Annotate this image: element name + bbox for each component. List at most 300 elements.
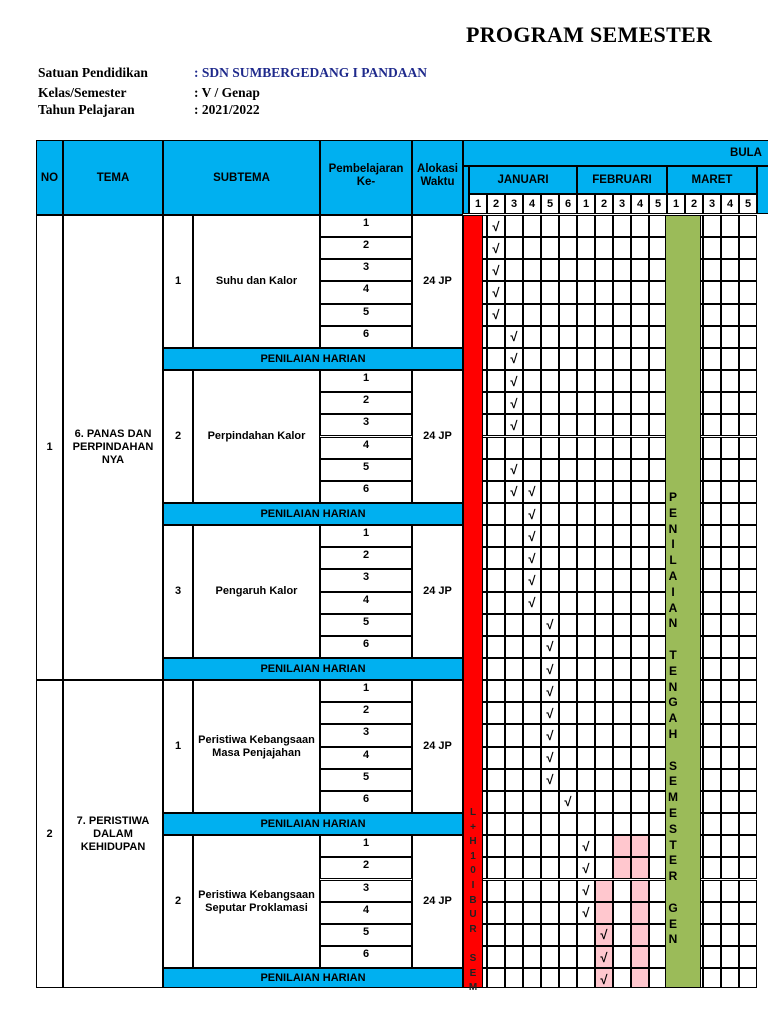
week-cell	[631, 503, 649, 525]
week-cell	[559, 392, 577, 414]
week-cell	[541, 237, 559, 259]
week-cell	[631, 946, 649, 968]
week-cell	[595, 702, 613, 724]
week-cell	[739, 658, 757, 680]
week-cell	[613, 259, 631, 281]
week-cell	[739, 259, 757, 281]
week-cell	[505, 547, 523, 569]
week-cell	[613, 902, 631, 924]
week-cell	[631, 968, 649, 988]
week-cell	[523, 348, 541, 370]
week-cell	[721, 414, 739, 436]
week-cell	[595, 481, 613, 503]
week-cell	[523, 902, 541, 924]
week-cell	[595, 680, 613, 702]
week-cell	[487, 769, 505, 791]
week-cell	[613, 215, 631, 237]
week-cell	[703, 880, 721, 902]
week-cell	[523, 724, 541, 746]
header-week-1-6: 6	[559, 194, 577, 214]
week-cell	[703, 747, 721, 769]
midterm-letter: N	[668, 616, 678, 631]
week-cell	[613, 370, 631, 392]
week-cell	[523, 747, 541, 769]
check-mark: √	[546, 728, 554, 743]
week-cell	[577, 348, 595, 370]
week-cell	[577, 813, 595, 835]
midterm-letter: I	[671, 584, 675, 599]
week-cell	[739, 791, 757, 813]
week-cell	[613, 680, 631, 702]
week-cell	[523, 680, 541, 702]
lesson-number: 4	[320, 437, 412, 459]
week-cell	[613, 835, 631, 857]
midterm-letter: N	[668, 521, 678, 536]
subtheme-no-1: 1	[163, 215, 193, 348]
check-mark: √	[528, 528, 536, 544]
lesson-number: 2	[320, 702, 412, 724]
week-cell	[631, 636, 649, 658]
week-cell	[559, 215, 577, 237]
week-cell	[595, 747, 613, 769]
week-cell	[613, 791, 631, 813]
week-cell	[595, 658, 613, 680]
week-cell	[577, 481, 595, 503]
week-cell	[613, 880, 631, 902]
week-cell	[595, 370, 613, 392]
check-mark: √	[510, 329, 518, 345]
week-cell	[703, 547, 721, 569]
holiday-letter: U	[469, 909, 477, 921]
week-cell	[505, 569, 523, 591]
week-cell	[739, 636, 757, 658]
week-cell	[721, 459, 739, 481]
week-cell	[505, 525, 523, 547]
check-mark: √	[546, 617, 554, 633]
check-mark: √	[546, 683, 554, 699]
week-cell	[505, 769, 523, 791]
week-cell	[505, 680, 523, 702]
subtheme-name-5: Peristiwa Kebangsaan Seputar Proklamasi	[193, 835, 320, 968]
week-cell	[631, 857, 649, 879]
week-cell	[487, 968, 505, 988]
check-mark: √	[510, 417, 518, 433]
week-cell	[577, 326, 595, 348]
week-cell	[703, 636, 721, 658]
week-cell	[487, 813, 505, 835]
week-cell	[577, 614, 595, 636]
week-cell	[703, 769, 721, 791]
lesson-number: 4	[320, 281, 412, 303]
week-cell	[487, 724, 505, 746]
week-cell	[577, 724, 595, 746]
midterm-letter: E	[668, 505, 677, 520]
week-cell	[505, 902, 523, 924]
week-cell	[739, 924, 757, 946]
subtheme-alokasi-5: 24 JP	[412, 835, 463, 968]
week-cell	[739, 370, 757, 392]
week-cell	[505, 614, 523, 636]
midterm-column	[665, 215, 701, 988]
lesson-number: 2	[320, 547, 412, 569]
week-cell	[523, 437, 541, 459]
midterm-letter: N	[668, 679, 678, 694]
week-cell	[703, 503, 721, 525]
week-cell	[703, 437, 721, 459]
week-cell	[703, 924, 721, 946]
week-cell	[541, 503, 559, 525]
week-cell	[631, 924, 649, 946]
week-cell	[739, 437, 757, 459]
week-cell	[505, 215, 523, 237]
week-cell	[541, 968, 559, 988]
week-cell	[595, 459, 613, 481]
week-cell	[559, 437, 577, 459]
subtheme-alokasi-4: 24 JP	[412, 680, 463, 813]
lesson-number: 5	[320, 459, 412, 481]
week-cell	[721, 835, 739, 857]
week-cell	[703, 525, 721, 547]
week-cell	[523, 259, 541, 281]
lesson-number: 3	[320, 880, 412, 902]
week-cell	[487, 592, 505, 614]
header-month-maret: MARET	[667, 166, 757, 194]
week-cell	[541, 525, 559, 547]
week-cell	[595, 215, 613, 237]
week-cell	[739, 481, 757, 503]
week-cell	[631, 813, 649, 835]
subtheme-no-2: 2	[163, 370, 193, 503]
week-cell	[505, 857, 523, 879]
check-mark: √	[546, 705, 554, 721]
week-cell	[487, 946, 505, 968]
week-cell	[739, 813, 757, 835]
week-cell	[487, 658, 505, 680]
week-cell	[505, 791, 523, 813]
midterm-letter	[671, 632, 674, 648]
week-cell	[703, 614, 721, 636]
header-week-3-4: 4	[721, 194, 739, 214]
week-cell	[505, 304, 523, 326]
meta-value-satuan: : SDN SUMBERGEDANG I PANDAAN	[194, 65, 428, 80]
lesson-number: 3	[320, 259, 412, 281]
week-cell	[595, 414, 613, 436]
week-cell	[595, 880, 613, 902]
check-mark: √	[528, 506, 536, 522]
week-cell	[487, 614, 505, 636]
week-cell	[577, 636, 595, 658]
subtheme-name-4: Peristiwa Kebangsaan Masa Penjajahan	[193, 680, 320, 813]
week-cell	[577, 946, 595, 968]
midterm-letter: H	[668, 726, 678, 741]
week-cell	[703, 592, 721, 614]
check-mark: √	[546, 750, 554, 766]
week-cell	[613, 924, 631, 946]
week-cell	[577, 791, 595, 813]
week-cell	[703, 304, 721, 326]
week-cell	[487, 348, 505, 370]
week-cell	[613, 304, 631, 326]
week-cell	[541, 304, 559, 326]
week-cell	[721, 281, 739, 303]
week-cell	[487, 503, 505, 525]
midterm-letter: A	[668, 711, 678, 726]
midterm-letter: T	[669, 647, 677, 662]
header-week-3-1: 1	[667, 194, 685, 214]
week-cell	[487, 680, 505, 702]
week-cell	[631, 259, 649, 281]
holiday-letter: +	[470, 821, 476, 833]
week-cell	[487, 370, 505, 392]
week-cell	[577, 281, 595, 303]
check-mark: √	[546, 661, 554, 677]
lesson-number: 6	[320, 636, 412, 658]
week-cell	[541, 459, 559, 481]
week-cell	[721, 791, 739, 813]
week-cell	[631, 370, 649, 392]
week-cell	[613, 658, 631, 680]
week-cell	[523, 791, 541, 813]
midterm-letter: L	[669, 553, 677, 568]
week-cell	[505, 702, 523, 724]
week-cell	[721, 259, 739, 281]
week-cell	[613, 702, 631, 724]
week-cell	[487, 437, 505, 459]
midterm-letter: E	[668, 805, 677, 820]
midterm-letter: S	[668, 758, 677, 773]
week-cell	[739, 459, 757, 481]
week-cell	[523, 281, 541, 303]
week-cell	[613, 503, 631, 525]
week-cell	[631, 348, 649, 370]
lesson-number: 4	[320, 747, 412, 769]
week-cell	[703, 702, 721, 724]
week-cell	[523, 614, 541, 636]
header-week-3-2: 2	[685, 194, 703, 214]
check-mark: √	[528, 550, 536, 566]
week-cell	[613, 636, 631, 658]
header-pembelajaran: Pembelajaran Ke-	[320, 140, 412, 215]
week-cell	[559, 237, 577, 259]
subtheme-no-3: 3	[163, 525, 193, 658]
week-cell	[703, 813, 721, 835]
week-cell	[703, 791, 721, 813]
check-mark: √	[600, 971, 608, 987]
week-cell	[487, 636, 505, 658]
week-cell	[541, 857, 559, 879]
week-cell	[721, 392, 739, 414]
week-cell	[577, 702, 595, 724]
check-mark: √	[600, 949, 608, 965]
week-cell	[541, 791, 559, 813]
penilaian-harian-row: PENILAIAN HARIAN	[163, 813, 463, 835]
lesson-number: 5	[320, 304, 412, 326]
week-cell	[721, 924, 739, 946]
week-cell	[487, 924, 505, 946]
check-mark: √	[492, 285, 500, 300]
week-cell	[613, 569, 631, 591]
subtheme-name-2: Perpindahan Kalor	[193, 370, 320, 503]
week-cell	[559, 835, 577, 857]
week-cell	[739, 326, 757, 348]
week-cell	[577, 503, 595, 525]
week-cell	[505, 636, 523, 658]
week-cell	[613, 459, 631, 481]
week-cell	[631, 902, 649, 924]
week-cell	[541, 880, 559, 902]
holiday-letter: E	[469, 967, 477, 979]
week-cell	[703, 237, 721, 259]
header-right-strip	[757, 166, 768, 214]
week-cell	[559, 857, 577, 879]
week-cell	[703, 724, 721, 746]
header-week-2-4: 4	[631, 194, 649, 214]
week-cell	[739, 724, 757, 746]
week-cell	[631, 237, 649, 259]
week-cell	[721, 880, 739, 902]
header-week-1-4: 4	[523, 194, 541, 214]
midterm-letter: G	[668, 900, 678, 915]
check-mark: √	[528, 484, 536, 500]
week-cell	[703, 281, 721, 303]
week-cell	[505, 259, 523, 281]
week-cell	[541, 326, 559, 348]
week-cell	[595, 259, 613, 281]
week-cell	[595, 437, 613, 459]
week-cell	[631, 547, 649, 569]
week-cell	[721, 437, 739, 459]
week-cell	[739, 392, 757, 414]
week-cell	[595, 835, 613, 857]
week-cell	[631, 437, 649, 459]
midterm-letter: M	[668, 790, 678, 805]
week-cell	[523, 857, 541, 879]
week-cell	[595, 724, 613, 746]
week-cell	[721, 525, 739, 547]
lesson-number: 1	[320, 215, 412, 237]
lesson-number: 6	[320, 791, 412, 813]
check-mark: √	[582, 905, 590, 921]
week-cell	[595, 902, 613, 924]
week-cell	[631, 281, 649, 303]
week-cell	[739, 304, 757, 326]
week-cell	[505, 658, 523, 680]
week-cell	[613, 857, 631, 879]
week-cell	[703, 459, 721, 481]
week-cell	[739, 702, 757, 724]
week-cell	[559, 902, 577, 924]
week-cell	[559, 281, 577, 303]
week-cell	[721, 326, 739, 348]
week-cell	[523, 215, 541, 237]
week-cell	[703, 215, 721, 237]
week-cell	[703, 392, 721, 414]
week-cell	[613, 547, 631, 569]
week-cell	[541, 946, 559, 968]
week-cell	[703, 902, 721, 924]
week-cell	[577, 569, 595, 591]
holiday-letter: B	[469, 894, 477, 906]
week-cell	[721, 348, 739, 370]
week-cell	[559, 880, 577, 902]
week-cell	[523, 326, 541, 348]
week-cell	[631, 414, 649, 436]
week-cell	[613, 724, 631, 746]
week-cell	[595, 237, 613, 259]
week-cell	[631, 658, 649, 680]
week-cell	[631, 326, 649, 348]
week-cell	[721, 370, 739, 392]
week-cell	[595, 614, 613, 636]
theme-no-2: 2	[36, 680, 63, 988]
subtheme-no-4: 1	[163, 680, 193, 813]
week-cell	[631, 304, 649, 326]
lesson-number: 3	[320, 569, 412, 591]
week-cell	[577, 769, 595, 791]
week-cell	[595, 569, 613, 591]
week-cell	[703, 946, 721, 968]
week-cell	[559, 769, 577, 791]
header-alokasi: Alokasi Waktu	[412, 140, 463, 215]
week-cell	[721, 592, 739, 614]
week-cell	[559, 614, 577, 636]
week-cell	[721, 636, 739, 658]
page-title: PROGRAM SEMESTER	[466, 22, 713, 47]
holiday-letter: R	[469, 923, 477, 935]
midterm-letter: P	[668, 490, 677, 504]
theme-no-1: 1	[36, 215, 63, 680]
check-mark: √	[510, 395, 518, 411]
week-cell	[577, 592, 595, 614]
week-cell	[559, 702, 577, 724]
check-mark: √	[546, 639, 554, 655]
week-cell	[739, 348, 757, 370]
week-cell	[577, 237, 595, 259]
week-cell	[487, 414, 505, 436]
week-cell	[739, 680, 757, 702]
week-cell	[595, 525, 613, 547]
week-cell	[559, 259, 577, 281]
week-cell	[721, 813, 739, 835]
week-cell	[739, 968, 757, 988]
week-cell	[523, 237, 541, 259]
week-cell	[739, 414, 757, 436]
lesson-number: 1	[320, 370, 412, 392]
week-cell	[505, 592, 523, 614]
week-cell	[739, 835, 757, 857]
check-mark: √	[582, 883, 590, 899]
check-mark: √	[528, 572, 536, 588]
week-cell	[505, 281, 523, 303]
week-cell	[703, 835, 721, 857]
week-cell	[559, 481, 577, 503]
week-cell	[577, 525, 595, 547]
header-bulan: BULA	[463, 140, 768, 166]
check-mark: √	[492, 240, 500, 256]
week-cell	[631, 835, 649, 857]
holiday-letter: L	[469, 807, 477, 818]
week-cell	[505, 813, 523, 835]
midterm-letter: I	[671, 537, 675, 552]
week-cell	[559, 636, 577, 658]
header-no: NO	[36, 140, 63, 215]
check-mark: √	[564, 794, 572, 810]
holiday-letter: H	[469, 836, 477, 848]
midterm-letter: E	[668, 853, 677, 868]
week-cell	[595, 857, 613, 879]
week-cell	[577, 304, 595, 326]
holiday-letter: S	[469, 952, 477, 964]
